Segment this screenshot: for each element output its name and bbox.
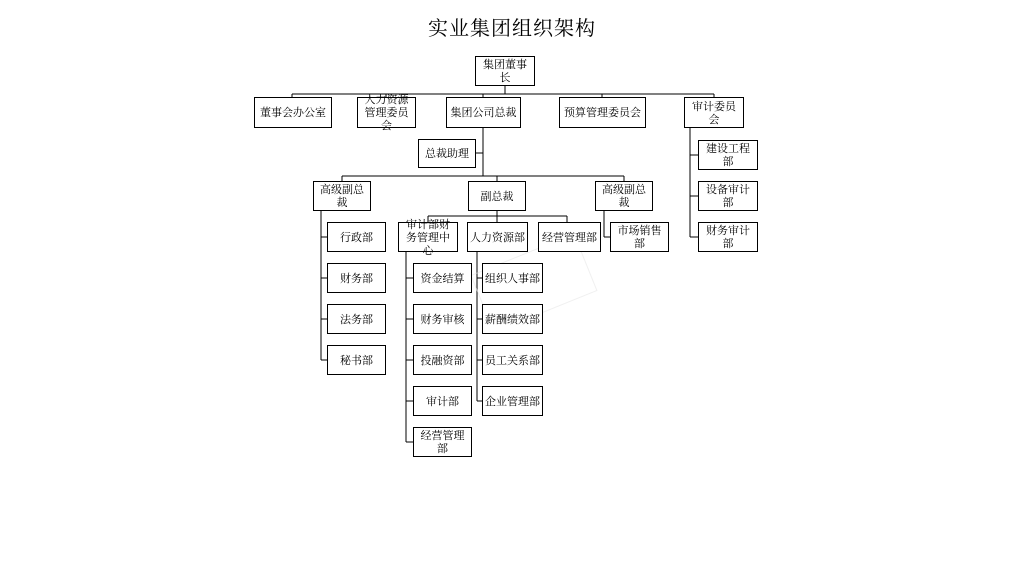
node-legal-dept: 法务部 [327, 304, 386, 334]
node-employee-relations: 员工关系部 [482, 345, 543, 375]
node-finance-audit: 财务审计部 [698, 222, 758, 252]
node-finance-review: 财务审核 [413, 304, 472, 334]
node-audit-committee: 审计委员会 [684, 97, 744, 128]
node-enterprise-mgmt: 企业管理部 [482, 386, 543, 416]
node-audit-dept: 审计部 [413, 386, 472, 416]
node-board-office: 董事会办公室 [254, 97, 332, 128]
chart-title: 实业集团组织架构 [428, 16, 596, 40]
node-compensation: 薪酬绩效部 [482, 304, 543, 334]
node-finance-dept: 财务部 [327, 263, 386, 293]
node-admin-dept: 行政部 [327, 222, 386, 252]
node-business-mgmt-2: 经营管理部 [413, 427, 472, 457]
node-assistant: 总裁助理 [418, 139, 476, 168]
node-chairman: 集团董事长 [475, 56, 535, 86]
node-svp-right: 高级副总裁 [595, 181, 653, 211]
node-vp: 副总裁 [468, 181, 526, 211]
node-equipment-audit: 设备审计部 [698, 181, 758, 211]
node-hr-committee: 人力资源管理委员会 [357, 97, 416, 128]
node-secretary-dept: 秘书部 [327, 345, 386, 375]
node-hr-dept: 人力资源部 [467, 222, 528, 252]
node-org-personnel: 组织人事部 [482, 263, 543, 293]
node-construction-dept: 建设工程部 [698, 140, 758, 170]
node-marketing-dept: 市场销售部 [610, 222, 669, 252]
node-svp-left: 高级副总裁 [313, 181, 371, 211]
node-president: 集团公司总裁 [446, 97, 521, 128]
node-budget-committee: 预算管理委员会 [559, 97, 646, 128]
node-fund-settlement: 资金结算 [413, 263, 472, 293]
node-investment-dept: 投融资部 [413, 345, 472, 375]
node-business-mgmt: 经营管理部 [538, 222, 601, 252]
node-audit-finance-center: 审计部财务管理中心 [398, 222, 458, 252]
